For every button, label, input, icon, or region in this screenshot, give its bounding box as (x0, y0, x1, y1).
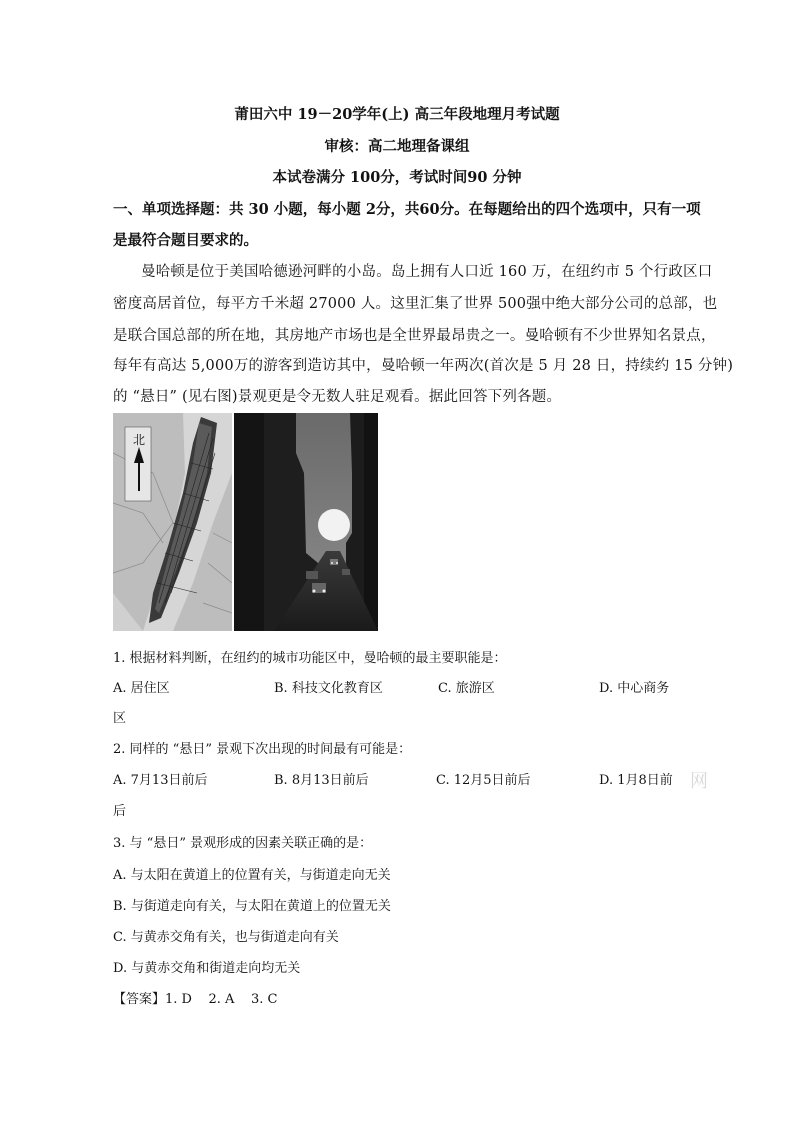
option-b: B. 与街道走向有关，与太阳在黄道上的位置无关 (113, 899, 391, 914)
passage-line: 每年有高达 5,000万的游客到造访其中，曼哈顿一年两次(首次是 5 月 28 日，持续约 15 分钟) (113, 358, 734, 374)
option-a: A. 与太阳在黄道上的位置有关，与街道走向无关 (113, 868, 391, 883)
map-north-label: 北 (133, 433, 146, 447)
manhenge-photo (234, 413, 378, 631)
page-title: 莆田六中 19－20学年(上) 高三年段地理月考试题 (234, 106, 560, 123)
photo-graphic (234, 413, 378, 631)
option-c: C. 旅游区 (438, 681, 495, 696)
question-stem: 2. 同样的 “悬日” 景观下次出现的时间最有可能是： (113, 742, 412, 757)
option-d: D. 中心商务 (599, 681, 670, 696)
option-b: B. 科技文化教育区 (274, 681, 383, 696)
question-stem: 3. 与 “悬日” 景观形成的因素关联正确的是： (113, 836, 373, 851)
option-a: A. 7月13日前后 (113, 773, 208, 788)
exam-info: 本试卷满分 100分，考试时间90 分钟 (272, 169, 522, 186)
answer-line: 【答案】1. D 2. A 3. C (113, 992, 278, 1007)
map-graphic (113, 413, 232, 631)
option-d: D. 1月8日前 (599, 773, 673, 788)
passage-line: 曼哈顿是位于美国哈德逊河畔的小岛。岛上拥有人口近 160 万，在纽约市 5 个行政区口 (141, 264, 713, 280)
section-heading: 一、单项选择题：共 30 小题，每小题 2分，共60分。在每题给出的四个选项中，只有一项 (113, 201, 701, 218)
passage-line: 是联合国总部的所在地，其房地产市场也是全世界最昂贵之一。曼哈顿有不少世界知名景点， (113, 328, 716, 344)
option-c: C. 12月5日前后 (436, 773, 531, 788)
passage-line: 的 “悬日” (见右图)景观更是令无数人驻足观看。据此回答下列各题。 (113, 389, 562, 405)
section-heading-cont: 是最符合题目要求的。 (113, 232, 258, 249)
option-d: D. 与黄赤交角和街道走向均无关 (113, 961, 301, 976)
option-d-wrap: 后 (113, 804, 127, 819)
question-stem: 1. 根据材料判断，在纽约的城市功能区中，曼哈顿的最主要职能是： (113, 651, 507, 666)
option-b: B. 8月13日前后 (274, 773, 369, 788)
reviewer-line: 审核：高二地理备课组 (324, 138, 470, 155)
option-d-wrap: 区 (113, 711, 127, 726)
manhattan-map (113, 413, 232, 631)
option-c: C. 与黄赤交角有关，也与街道走向有关 (113, 930, 339, 945)
passage-line: 密度高居首位，每平方千米超 27000 人。这里汇集了世界 500强中绝大部分公司的总部，也 (113, 296, 718, 312)
option-a: A. 居住区 (113, 681, 170, 696)
watermark: 网 (690, 771, 708, 792)
